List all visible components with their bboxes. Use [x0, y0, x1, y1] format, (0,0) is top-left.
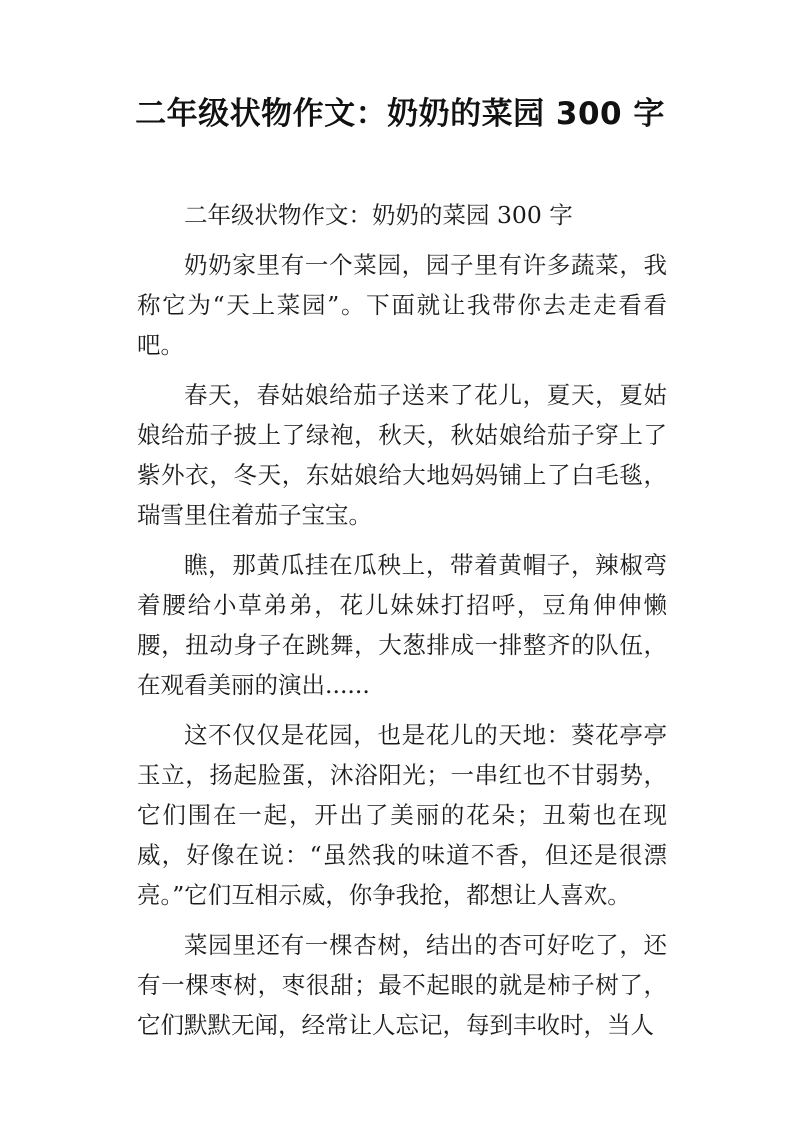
paragraph-intro: 奶奶家里有一个菜园，园子里有许多蔬菜，我称它为“天上菜园”。下面就让我带你去走走看看吧。	[137, 251, 667, 359]
paragraph-flowers: 这不仅仅是花园，也是花儿的天地：葵花亭亭玉立，扬起脸蛋，沐浴阳光；一串红也不甘弱势，它们围在一起，开出了美丽的花朵；丑菊也在现威，好像在说：“虽然我的味道不香，但还是很漂亮。”它们互相示威，你争我抢，都想让人喜欢。	[137, 721, 667, 909]
paragraph-trees: 菜园里还有一棵杏树，结出的杏可好吃了，还有一棵枣树，枣很甜；最不起眼的就是柿子树了，它们默默无闻，经常让人忘记，每到丰收时，当人	[137, 931, 667, 1039]
paragraph-subtitle: 二年级状物作文：奶奶的菜园 300 字	[184, 201, 573, 229]
paragraph-seasons: 春天，春姑娘给茄子送来了花儿，夏天，夏姑娘给茄子披上了绿袍，秋天，秋姑娘给茄子穿上了紫外衣，冬天，东姑娘给大地妈妈铺上了白毛毯，瑞雪里住着茄子宝宝。	[137, 381, 667, 529]
paragraph-vegetables: 瞧，那黄瓜挂在瓜秧上，带着黄帽子，辣椒弯着腰给小草弟弟，花儿妹妹打招呼，豆角伸伸懒腰，扭动身子在跳舞，大葱排成一排整齐的队伍，在观看美丽的演出......	[137, 551, 667, 699]
document-body	[137, 195, 667, 1055]
document-title: 二年级状物作文：奶奶的菜园 300 字	[135, 96, 665, 132]
